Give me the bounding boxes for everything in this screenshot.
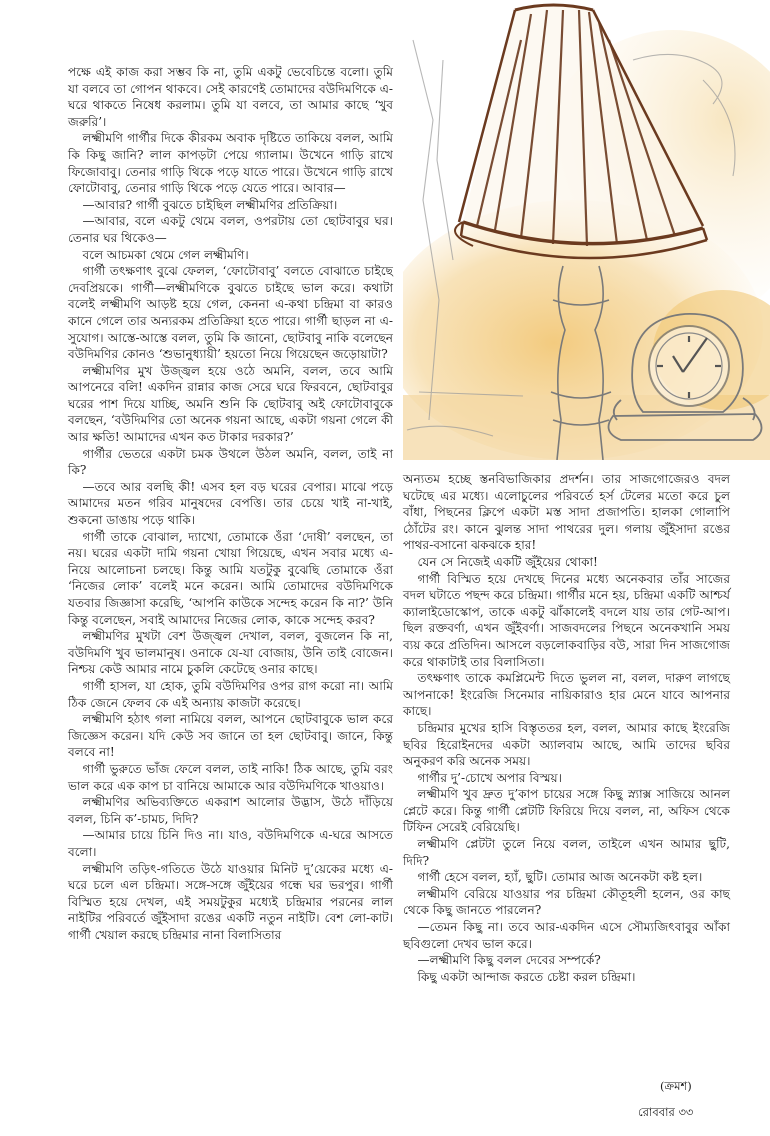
paragraph: লক্ষ্মীমণি প্লেটটা তুলে নিয়ে বলল, তাইলে এখন আমার ছুটি, দিদি?: [403, 837, 730, 868]
lamp-clock-sketch: [403, 0, 770, 460]
paragraph: —আবার, বলে একটু থেমে বলল, ওপরটায় তো ছোটবাবুর ঘর। তেনার ঘর থিকেও—: [68, 214, 393, 245]
paragraph: —তবে আর বলছি কী! এসব হল বড় ঘরের বেপার। মাঝে পড়ে আমাদের মতন গরিব মানুষদের বেপত্তি। তার চেয়ে খাই না-খাই, শুকনো ডাঙায় পড়ে থাকি।: [68, 479, 393, 528]
paragraph: গার্গী হেসে বলল, হ্যাঁ, ছুটি। তোমার আজ অনেকটা কষ্ট হল।: [417, 870, 703, 885]
paragraph: লক্ষ্মীমণি তড়িৎ-গতিতে উঠে যাওয়ার মিনিট দু’য়েকের মধ্যে এ-ঘরে চলে এল চন্দ্রিমা। সঙ্গে-সঙ্গে জুঁইয়ের গন্ধে ঘর ভরপুর। গার্গী বিস্মিত হয়ে দেখল, এই সময়টুকুর মধ্যেই চন্দ্রিমার পরনের লাল নাইটির পরিবর্তে জুঁইসাদা রঙের একটি নতুন নাইটি। বেশ লো-কাট। গার্গী খেয়াল করছে চন্দ্রিমার নানা বিলাসিতার: [68, 861, 393, 942]
paragraph: —লক্ষ্মীমণি কিছু বলল দেবের সম্পর্কে?: [417, 953, 601, 968]
paragraph: লক্ষ্মীমণির অভিব্যক্তিতে একরাশ আলোর উদ্ভাস, উঠে দাঁড়িয়ে বলল, চিনি ক’-চামচ, দিদি?: [68, 795, 393, 826]
illustration-lamp-and-clock: [403, 0, 770, 460]
paragraph: তৎক্ষণাৎ তাকে কমপ্লিমেন্ট দিতে ভুলল না, বলল, দারুণ লাগছে আপনাকে! ইংরেজি সিনেমার নায়িকারাও হার মেনে যাবে আপনার কাছে।: [403, 671, 730, 719]
paragraph: লক্ষ্মীমণি খুব দ্রুত দু’কাপ চায়ের সঙ্গে কিছু স্ন্যাক্স সাজিয়ে আনল প্লেটে করে। কিন্তু গার্গী প্লেটটি ফিরিয়ে দিয়ে বলল, না, অফিস থেকে টিফিন সেরেই বেরিয়েছি।: [403, 787, 730, 835]
paragraph: গার্গীর ভেতরে একটা চমক উথলে উঠল অমনি, বলল, তাই না কি?: [68, 446, 393, 478]
page-footer: রোববার ৩৩: [638, 1105, 694, 1119]
paragraph: গার্গীর দু’-চোখে অপার বিস্ময়।: [417, 770, 562, 785]
paragraph: বলে আচমকা থেমে গেল লক্ষ্মীমণি।: [82, 247, 249, 262]
paragraph: লক্ষ্মীমণি হঠাৎ গলা নামিয়ে বলল, আপনে ছোটবাবুকে ভাল করে জিজ্ঞেস করেন। যদি কেউ সব জানে তা হল ছোটবাবু। জানে, কিন্তু বলবে না!: [68, 712, 393, 760]
paragraph: যেন সে নিজেই একটি জুঁইয়ের থোকা!: [417, 554, 598, 569]
paragraph: কিছু একটা আন্দাজ করতে চেষ্টা করল চন্দ্রিমা।: [417, 969, 636, 984]
paragraph: গার্গী বিস্মিত হয়ে দেখছে দিনের মধ্যে অনেকবার তাঁর সাজের বদল ঘটাতে পছন্দ করে চন্দ্রিমা। গার্গীর মনে হয়, চন্দ্রিমা একটি আশ্চর্য ক্যালাইডোস্কোপ, তাকে একটু ঝাঁকালেই বদলে যায় তার গেট-আপ। ছিল রক্তবর্ণা, এখন জুঁইবর্ণা। সাজবদলের পিছনে অনেকখানি সময় ব্যয় করে প্রতিদিন। আসলে বড়লোকবাড়ির বউ, সারা দিন সাজগোজ করে থাকাটাই তার বিলাসিতা।: [403, 571, 730, 669]
paragraph: গার্গী হাসল, যা হোক, তুমি বউদিমণির ওপর রাগ করো না। আমি ঠিক জেনে ফেলব কে এই অন্যায় কাজটা করেছে।: [68, 678, 393, 710]
paragraph: লক্ষ্মীমণি গার্গীর দিকে কীরকম অবাক দৃষ্টিতে তাকিয়ে বলল, আমি কি কিছু জানি? লাল কাপড়টা পেয়ে গ্যালাম। উখেনে গাড়ি রাখে ফিজোবাবু। তেনার গাড়ি থিকে পড়ে যাতে পারে। উখেনে গাড়ি রাখে ফোটোবাবু, তেনার গাড়ি থিকে পড়ে যেতে পারে। আবার—: [68, 131, 393, 196]
continued-marker: (ক্রমশ): [660, 1079, 692, 1093]
paragraph: লক্ষ্মীমণি বেরিয়ে যাওয়ার পর চন্দ্রিমা কৌতূহলী হলেন, ওর কাছ থেকে কিছু জানতে পারলেন?: [403, 886, 730, 918]
paragraph: লক্ষ্মীমণির মুখটা বেশ উজ্জ্বল দেখাল, বলল, বুজলেন কি না, বউদিমণি খুব ভালমানুষ। ওনাকে যে-যা বোজায়, উনি তাই বোজেন। নিশ্চয় কেউ আমার নামে চুকলি কেটেছে ওনার কাছে।: [68, 629, 393, 677]
article-column-right: [403, 471, 730, 985]
paragraph: লক্ষ্মীমণির মুখ উজ্জ্বল হয়ে ওঠে অমনি, বলল, তবে আমি আপনেরে বলি! একদিন রান্নার কাজ সেরে ঘরে ফিরবনে, ছোটবাবুর ঘরের পাশ দিয়ে যাচ্ছি, অমনি শুনি কি ছোটবাবু অই ফোটোবাবুকে বলছেন, ‘বউদিমণির তো অনেক গয়না আছে, একটা গয়না গেলে কী আর ক্ষতি! আমাদের এখন কত টাকার দরকার?’: [68, 363, 393, 445]
paragraph: পক্ষে এই কাজ করা সম্ভব কি না, তুমি একটু ভেবেচিন্তে বলো। তুমি যা বলবে তা গোপন থাকবে। সেই কারণেই তোমাদের বউদিমণিকে এ-ঘরে থাকতে নিষেধ করলাম। তুমি যা বলবে, তা আমার কাছে ‘খুব জরুরি’।: [68, 65, 393, 129]
paragraph: —আবার? গার্গী বুঝতে চাইছিল লক্ষ্মীমণির প্রতিক্রিয়া।: [82, 197, 338, 212]
paragraph: —তেমন কিছু না। তবে আর-একদিন এসে সৌম্যজিৎবাবুর আঁকা ছবিগুলো দেখব ভাল করে।: [403, 920, 730, 951]
paragraph: চন্দ্রিমার মুখের হাসি বিস্তৃততর হল, বলল, আমার কাছে ইংরেজি ছবির হিরোইনদের একটা অ্যালবাম আছে, আমি তাদের ছবির অনুকরণ করি অনেক সময়।: [403, 720, 730, 769]
paragraph: অন্যতম হচ্ছে স্তনবিভাজিকার প্রদর্শন। তার সাজগোজেরও বদল ঘটেছে এর মধ্যে। এলোচুলের পরিবর্তে হর্স টেলের মতো করে চুল বাঁধা, পিছনের ক্লিপে একটা মস্ত সাদা প্রজাপতি। হালকা গোলাপি ঠোঁটের রং। কানে ঝুলন্ত সাদা পাথরের দুল। গলায় জুঁইসাদা রঙের পাথর-বসানো ঝকঝকে হার!: [403, 472, 730, 553]
paragraph: গার্গী ভুরুতে ভাঁজ ফেলে বলল, তাই নাকি! ঠিক আছে, তুমি বরং ভাল করে এক কাপ চা বানিয়ে আমাকে আর বউদিমণিকে খাওয়াও।: [68, 761, 393, 793]
paragraph: গার্গী তৎক্ষণাৎ বুঝে ফেলল, ‘ফোটোবাবু’ বলতে বোঝাতে চাইছে দেবপ্রিয়কে। গার্গী—লক্ষ্মীমণিকে বুঝতে চাইছে ভাল করে। কথাটা বলেই লক্ষ্মীমণি আড়ষ্ট হয়ে গেল, কেননা এ-কথা চন্দ্রিমা বা কারও কানে গেলে তার অন্যরকম প্রতিক্রিয়া হতে পারে। গার্গী ছাড়ল না এ-সুযোগ। আস্তে-আস্তে বলল, তুমি কি জানো, ছোটবাবু নাকি বলেছেন বউদিমণির কোনও ‘শুভানুধ্যায়ী’ হয়তো নিয়ে গিয়েছেন জড়োয়াটা?: [68, 264, 393, 362]
article-column-left: [68, 64, 393, 943]
paragraph: গার্গী তাকে বোঝাল, দ্যাখো, তোমাকে ওঁরা ‘দোষী’ বলছেন, তা নয়। ঘরের একটা দামি গয়না খোয়া গিয়েছে, এখন সবার মধ্যে এ-নিয়ে আলোচনা চলছে। কিন্তু আমি যতটুকু বুঝেছি তোমাকে ওঁরা ‘নিজের লোক’ বলেই মনে করেন। আমি তোমাদের বউদিমণিকে যতবার জিজ্ঞাসা করেছি, ‘আপনি কাউকে সন্দেহ করেন কি না?’ উনি কিন্তু বলেছেন, সবাই আমাদের নিজের লোক, কাকে সন্দেহ করব?: [68, 529, 393, 627]
paragraph: —আমার চায়ে চিনি দিও না। যাও, বউদিমণিকে এ-ঘরে আসতে বলো।: [68, 828, 393, 859]
